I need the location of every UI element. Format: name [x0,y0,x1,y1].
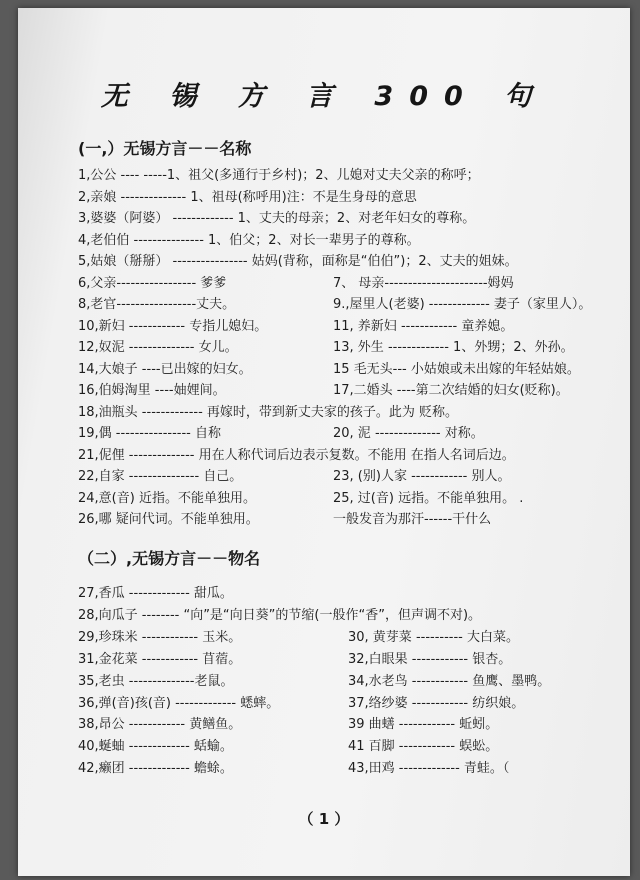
list-item-text: 10,新妇 ------------ 专指儿媳妇。 [78,318,268,334]
list-item-text: 12,奴泥 -------------- 女儿。 [78,340,238,355]
list-item-text-right: 17,二婚头 ----第二次结婚的妇女(贬称)。 [333,383,569,398]
list-item [78,361,580,378]
list-item-text-right: 20, 泥 -------------- 对称。 [333,426,484,441]
list-item-text: 8,老官-----------------丈夫。 [78,297,236,312]
list-item-text: 28,向瓜子 -------- “向”是“向日葵”的节缩(一般作“香”，但声调不对)。 [78,607,482,623]
list-item-text: 42,癞团 ------------- 蟾蜍。 [78,761,233,777]
list-item [78,608,481,624]
list-item-text: 22,自家 --------------- 自己。 [78,469,243,484]
list-item-text-right: 15 毛无头--- 小姑娘或未出嫁的年轻姑娘。 [333,361,580,377]
list-item-text: 40,蜒蚰 ------------- 蛞蝓。 [78,739,233,755]
list-item-text: 31,金花菜 ------------ 苜蓿。 [78,651,242,667]
list-item [78,426,484,442]
list-item-text: 21,伲俚 -------------- 用在人称代词后边表示复数。不能用 在指人名词后边。 [78,447,515,463]
list-item-text-right: 43,田鸡 ------------- 青蛙。（ [348,761,510,777]
list-item-text: 24,意(音) 近指。不能单独用。 [78,490,256,506]
list-item [78,211,475,227]
list-item [78,586,233,602]
list-item [78,739,499,755]
list-item [78,233,420,249]
list-item-text-right: 30, 黄芽菜 ---------- 大白菜。 [348,629,519,645]
list-item-text: 6,父亲----------------- 爹爹 [78,275,227,291]
list-item [78,717,499,733]
list-item [78,275,514,292]
list-item [78,168,480,184]
list-item [78,629,519,646]
list-item-text-right: 32,白眼果 ------------ 银杏。 [348,651,512,667]
list-item-text-right: 一般发音为那汗------干什么 [333,512,492,527]
list-item-text: 4,老伯伯 --------------- 1、伯父；2、对长一辈男子的尊称。 [78,232,420,248]
list-item-text: 19,偶 ---------------- 自称 [78,426,221,441]
list-item [78,448,515,464]
section-heading-names: (一,）无锡方言－－名称 [78,139,252,158]
list-item-text-right: 23, (别)人家 ------------ 别人。 [333,469,511,484]
list-item-text-right: 34,水老鸟 ------------ 鱼鹰、墨鸭。 [348,673,551,689]
list-item [78,651,512,668]
list-item-text: 18,油瓶头 ------------- 再嫁时，带到新丈夫家的孩子。此为 贬称。 [78,404,459,420]
list-item-text-right: 25, 过(音) 远指。不能单独用。 . [333,490,524,506]
list-item [78,673,551,690]
list-item [78,761,510,777]
list-item [78,297,592,313]
list-item-text: 27,香瓜 ------------- 甜瓜。 [78,586,233,601]
list-item-text-right: 11, 养新妇 ------------ 童养媳。 [333,318,514,334]
list-item [78,512,492,528]
list-item-text-right: 37,络纱婆 ------------ 纺织娘。 [348,695,525,711]
list-item [78,469,511,485]
list-item [78,405,458,421]
document-page [18,8,630,876]
list-item-text-right: 41 百脚 ------------ 蜈蚣。 [348,739,499,755]
list-item [78,190,417,206]
page-title: 无 锡 方 言 300 句 [100,81,548,112]
list-item [78,695,525,712]
list-item-text: 16,伯姆淘里 ----妯娌间。 [78,383,226,398]
list-item-text-right: 9.,屋里人(老婆) ------------- 妻子（家里人）。 [333,297,592,312]
list-item-text-right: 13, 外生 ------------- 1、外甥；2、外孙。 [333,340,574,355]
page-number: （ 1 ） [298,810,350,828]
list-item-text: 14,大娘子 ----已出嫁的妇女。 [78,361,252,377]
list-item-text: 5,姑娘（掰掰） ---------------- 姑妈(背称，面称是“伯伯”)；2、丈夫的姐妹。 [78,254,518,269]
list-item-text: 36,弹(音)孩(音) ------------- 蟋蟀。 [78,695,280,711]
list-item-text-right: 7、 母亲----------------------姆妈 [333,275,514,291]
list-item-text: 1,公公 ---- -----1、祖父(多通行于乡村)；2、儿媳对丈夫父亲的称呼； [78,168,480,183]
list-item [78,318,514,335]
list-item-text: 38,昂公 ------------ 黄鳝鱼。 [78,717,242,733]
list-item [78,254,518,270]
list-item-text: 2,亲娘 -------------- 1、祖母(称呼用)注：不是生身母的意思 [78,189,417,205]
list-item-text: 3,婆婆（阿婆） ------------- 1、丈夫的母亲；2、对老年妇女的尊称。 [78,211,476,226]
list-item [78,340,574,356]
section-heading-objects: （二）,无锡方言－－物名 [78,549,261,568]
list-item-text: 35,老虫 --------------老鼠。 [78,673,234,689]
list-item-text: 29,珍珠米 ------------ 玉米。 [78,629,242,645]
list-item [78,383,569,399]
list-item [78,490,524,507]
list-item-text-right: 39 曲蟮 ------------ 蚯蚓。 [348,717,499,733]
list-item-text: 26,哪 疑问代词。不能单独用。 [78,512,259,527]
